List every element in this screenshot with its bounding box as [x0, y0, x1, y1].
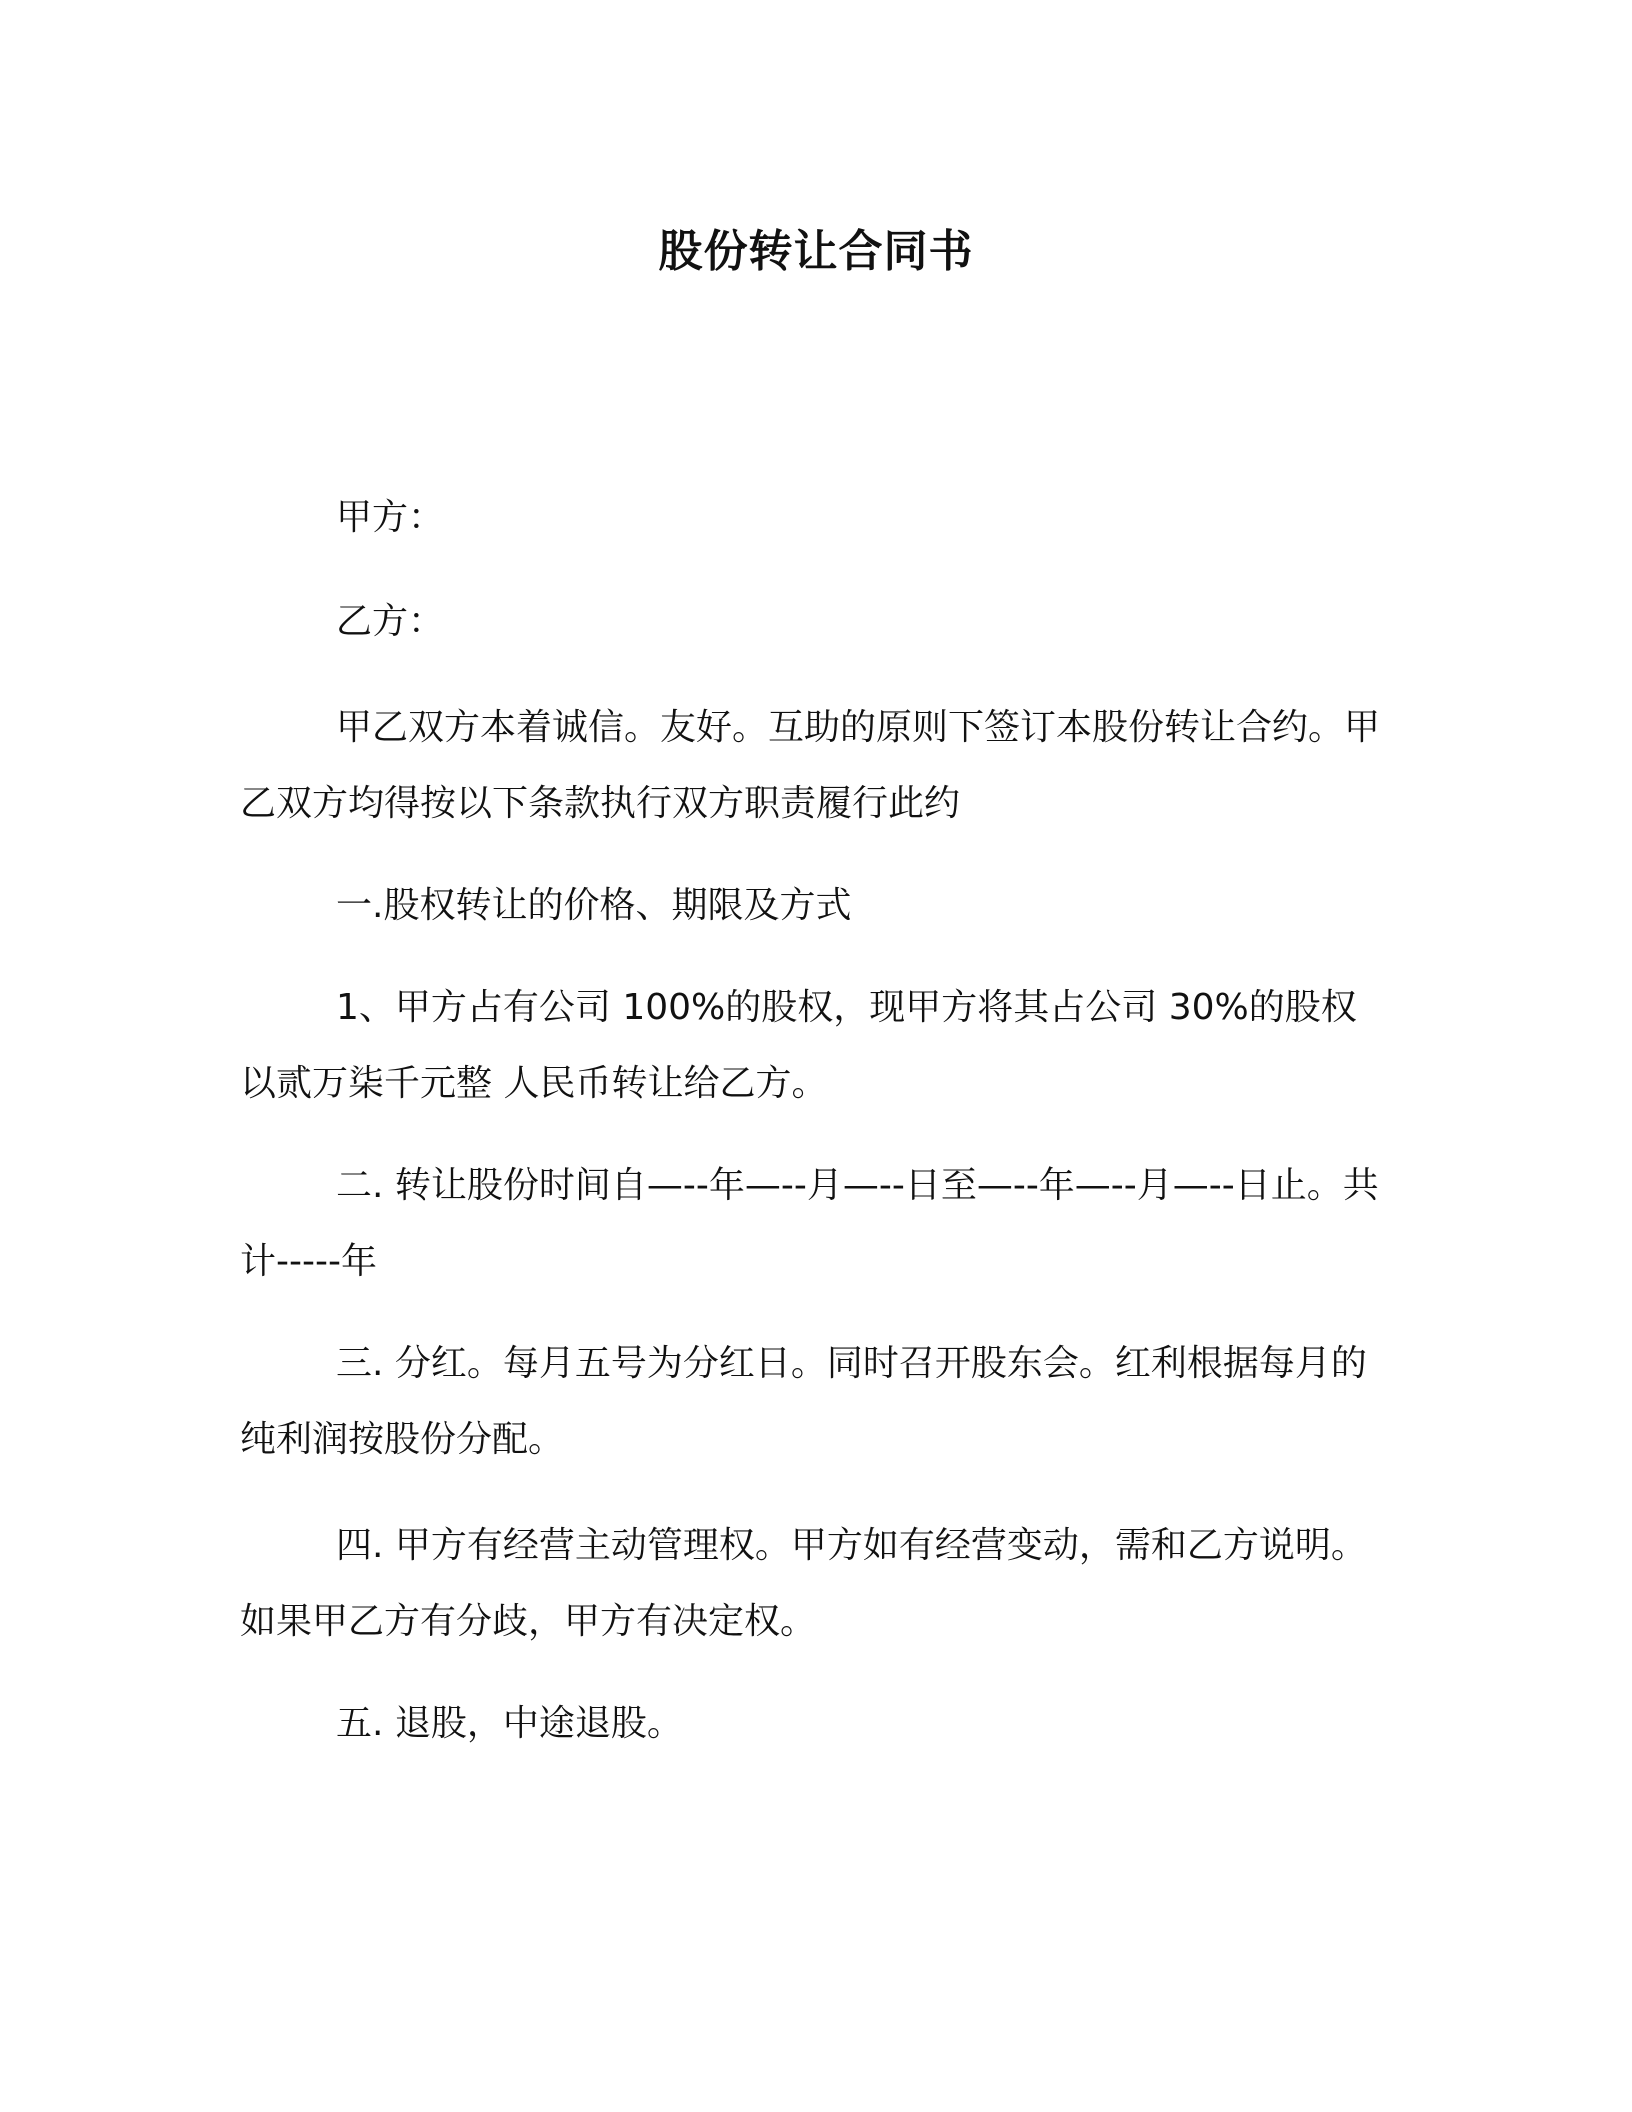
page-title: 股份转让合同书: [658, 226, 974, 277]
party-a-label: 甲方：: [336, 497, 445, 538]
section-1-heading: 一.股权转让的价格、期限及方式: [336, 885, 852, 926]
clause-2: 二. 转让股份时间自—--年—--月—--日至—--年—--月—--日止。共计-----年: [240, 1165, 1379, 1282]
party-b-label: 乙方：: [336, 601, 445, 642]
intro-paragraph: 甲乙双方本着诚信。友好。互助的原则下签订本股份转让合约。甲乙双方均得按以下条款执行双方职责履行此约: [240, 707, 1381, 824]
clause-1: 1、甲方占有公司 100%的股权，现甲方将其占公司 30%的股权以贰万柒千元整 人民币转让给乙方。: [240, 987, 1357, 1104]
clause-4: 四. 甲方有经营主动管理权。甲方如有经营变动，需和乙方说明。如果甲乙方有分歧，甲方有决定权。: [240, 1525, 1367, 1642]
clause-3: 三. 分红。每月五号为分红日。同时召开股东会。红利根据每月的纯利润按股份分配。: [240, 1343, 1367, 1460]
clause-5: 五. 退股，中途退股。: [336, 1703, 683, 1744]
